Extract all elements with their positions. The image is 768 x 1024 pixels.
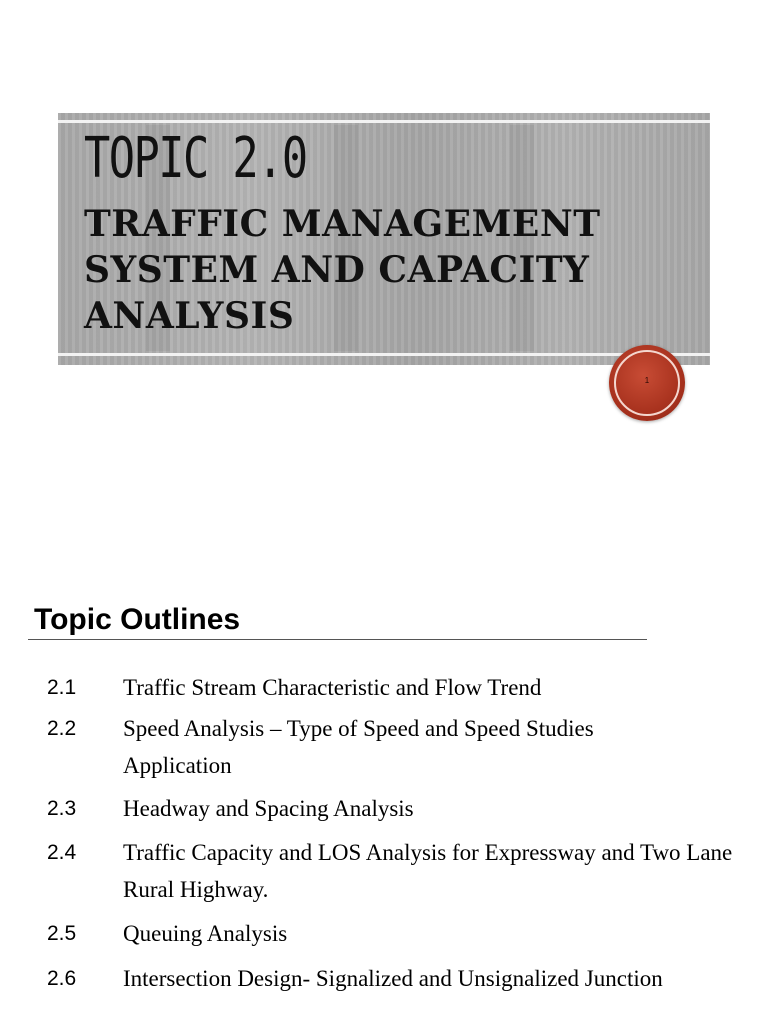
item-text: Traffic Capacity and LOS Analysis for Expressway and Two Lane Rural Highway. — [123, 840, 733, 902]
slide-title: TRAFFIC MANAGEMENT SYSTEM AND CAPACITY ANALYSIS — [84, 203, 601, 337]
banner-bottom-line — [58, 353, 710, 356]
item-number: 2.5 — [47, 922, 77, 945]
outline-heading: Topic Outlines — [34, 603, 241, 636]
item-number: 2.2 — [47, 717, 77, 740]
page-number: 1 — [644, 376, 650, 385]
item-text: Intersection Design- Signalized and Unsignalized Junction — [123, 966, 663, 991]
item-number: 2.6 — [47, 967, 77, 990]
item-text: Traffic Stream Characteristic and Flow Trend — [123, 675, 542, 700]
title-banner — [58, 113, 710, 365]
item-number: 2.4 — [47, 841, 77, 864]
item-text: Speed Analysis – Type of Speed and Speed Studies Application — [123, 716, 594, 778]
item-number: 2.1 — [47, 676, 77, 699]
item-text: Queuing Analysis — [123, 921, 288, 946]
item-number: 2.3 — [47, 797, 77, 820]
page-number-badge — [609, 345, 685, 421]
banner-top-line — [58, 120, 710, 123]
item-text: Headway and Spacing Analysis — [123, 796, 414, 821]
topic-number: TOPIC 2.0 — [84, 126, 307, 191]
heading-underline — [28, 639, 647, 640]
